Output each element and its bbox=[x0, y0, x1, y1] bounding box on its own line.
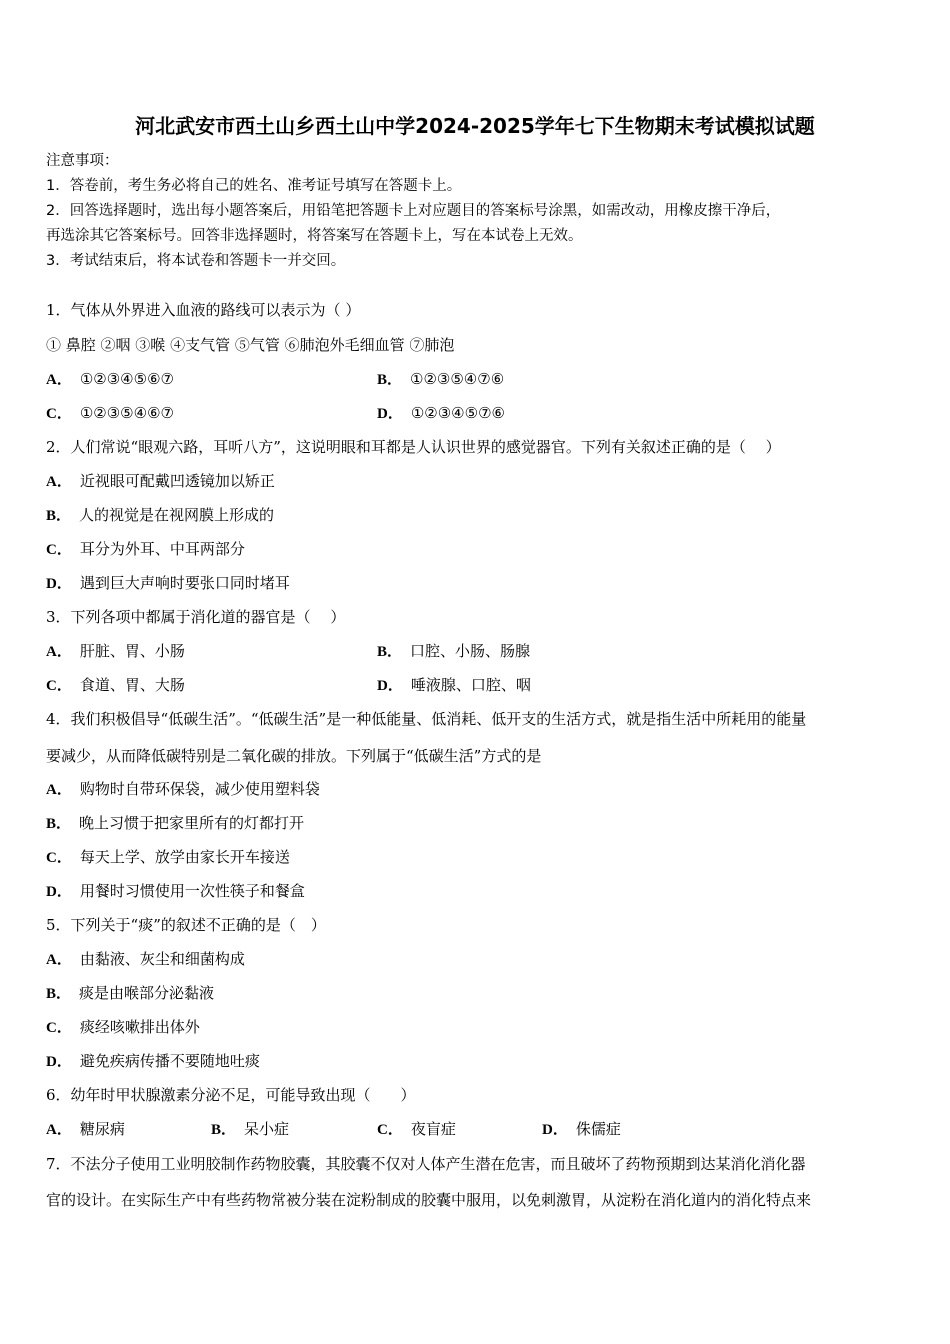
option-key: A． bbox=[46, 952, 72, 968]
option-1c bbox=[46, 403, 174, 424]
option-key: B． bbox=[377, 644, 403, 660]
option-2c bbox=[46, 539, 245, 560]
option-3d bbox=[377, 675, 531, 696]
question-stem-6: 6．幼年时甲状腺激素分泌不足，可能导致出现（ ） bbox=[46, 1086, 416, 1104]
option-3b bbox=[377, 641, 530, 662]
question-stem-4: 4．我们积极倡导“低碳生活”。“低碳生活”是一种低能量、低消耗、低开支的生活方式，就是指生活中所耗用的能量 bbox=[46, 710, 807, 728]
option-text: 糖尿病 bbox=[79, 1120, 125, 1138]
option-text: ①②③⑤④⑦⑥ bbox=[410, 370, 505, 388]
option-key: B． bbox=[46, 986, 72, 1002]
option-4c bbox=[46, 847, 290, 868]
option-key: A． bbox=[46, 474, 72, 490]
option-5c bbox=[46, 1017, 200, 1038]
option-key: C． bbox=[377, 1122, 403, 1138]
option-5a bbox=[46, 949, 245, 970]
option-key: A． bbox=[46, 1122, 72, 1138]
option-key: D． bbox=[542, 1122, 568, 1138]
option-key: B． bbox=[46, 508, 72, 524]
option-key: A． bbox=[46, 644, 72, 660]
option-text: 呆小症 bbox=[244, 1120, 290, 1138]
option-key: A． bbox=[46, 782, 72, 798]
option-text: 人的视觉是在视网膜上形成的 bbox=[79, 506, 275, 524]
option-text: ①②③④⑤⑦⑥ bbox=[410, 404, 505, 422]
option-4a bbox=[46, 779, 320, 800]
option-text: 避免疾病传播不要随地吐痰 bbox=[79, 1052, 260, 1070]
option-5b bbox=[46, 983, 214, 1004]
question-extra-1: ① 鼻腔 ②咽 ③喉 ④支气管 ⑤气管 ⑥肺泡外毛细血管 ⑦肺泡 bbox=[46, 336, 455, 354]
question-stem-4-cont: 要减少，从而降低碳特别是二氧化碳的排放。下列属于“低碳生活”方式的是 bbox=[46, 747, 542, 765]
question-stem-3: 3．下列各项中都属于消化道的器官是（ ） bbox=[46, 608, 346, 626]
question-stem-7-cont: 官的设计。在实际生产中有些药物常被分装在淀粉制成的胶囊中服用，以免刺激胃，从淀粉在消化道内的消化特点来 bbox=[46, 1191, 812, 1209]
option-text: 食道、胃、大肠 bbox=[79, 676, 185, 694]
option-key: B． bbox=[211, 1122, 237, 1138]
option-text: 遇到巨大声响时要张口同时堵耳 bbox=[79, 574, 290, 592]
option-3c bbox=[46, 675, 185, 696]
option-text: 肝脏、胃、小肠 bbox=[79, 642, 185, 660]
option-key: D． bbox=[46, 884, 72, 900]
option-text: 痰是由喉部分泌黏液 bbox=[79, 984, 215, 1002]
option-2d bbox=[46, 573, 290, 594]
option-text: 痰经咳嗽排出体外 bbox=[79, 1018, 200, 1036]
option-key: C． bbox=[46, 542, 72, 558]
option-4d bbox=[46, 881, 305, 902]
option-1a bbox=[46, 369, 174, 390]
notice-item: 2．回答选择题时，选出每小题答案后，用铅笔把答题卡上对应题目的答案标号涂黑，如需改动，用橡皮擦干净后， bbox=[46, 203, 781, 219]
option-key: B． bbox=[377, 372, 403, 388]
option-key: A． bbox=[46, 372, 72, 388]
question-stem-1: 1．气体从外界进入血液的路线可以表示为（ ） bbox=[46, 301, 361, 319]
option-text: 耳分为外耳、中耳两部分 bbox=[79, 540, 245, 558]
option-2a bbox=[46, 471, 275, 492]
option-key: D． bbox=[46, 1054, 72, 1070]
option-text: 侏儒症 bbox=[575, 1120, 621, 1138]
question-stem-2: 2．人们常说“眼观六路，耳听八方”，这说明眼和耳都是人认识世界的感觉器官。下列有关叙述正确的是（ ） bbox=[46, 438, 781, 456]
option-text: 由黏液、灰尘和细菌构成 bbox=[79, 950, 245, 968]
option-text: 唾液腺、口腔、咽 bbox=[410, 676, 531, 694]
question-stem-5: 5．下列关于“痰”的叙述不正确的是（ ） bbox=[46, 916, 326, 934]
option-1d bbox=[377, 403, 505, 424]
option-text: 购物时自带环保袋，减少使用塑料袋 bbox=[79, 780, 320, 798]
option-text: ①②③④⑤⑥⑦ bbox=[79, 370, 174, 388]
option-text: ①②③⑤④⑥⑦ bbox=[79, 404, 174, 422]
option-5d bbox=[46, 1051, 260, 1072]
option-text: 近视眼可配戴凹透镜加以矫正 bbox=[79, 472, 275, 490]
option-6d bbox=[542, 1119, 621, 1140]
option-key: D． bbox=[377, 406, 403, 422]
notice-item: 3．考试结束后，将本试卷和答题卡一并交回。 bbox=[46, 253, 346, 269]
option-key: C． bbox=[46, 678, 72, 694]
option-key: D． bbox=[46, 576, 72, 592]
option-key: C． bbox=[46, 850, 72, 866]
option-1b bbox=[377, 369, 504, 390]
option-6a bbox=[46, 1119, 125, 1140]
option-6c bbox=[377, 1119, 456, 1140]
option-3a bbox=[46, 641, 185, 662]
page-title: 河北武安市西土山乡西土山中学2024-2025学年七下生物期末考试模拟试题 bbox=[135, 114, 815, 138]
question-stem-7: 7．不法分子使用工业明胶制作药物胶囊，其胶囊不仅对人体产生潜在危害，而且破坏了药物预期到达某消化消化器 bbox=[46, 1155, 806, 1173]
option-text: 口腔、小肠、肠腺 bbox=[410, 642, 531, 660]
option-key: C． bbox=[46, 406, 72, 422]
option-key: B． bbox=[46, 816, 72, 832]
option-text: 用餐时习惯使用一次性筷子和餐盒 bbox=[79, 882, 305, 900]
notice-heading: 注意事项： bbox=[46, 153, 119, 169]
notice-item: 1．答卷前，考生务必将自己的姓名、准考证号填写在答题卡上。 bbox=[46, 178, 462, 194]
option-key: D． bbox=[377, 678, 403, 694]
option-key: C． bbox=[46, 1020, 72, 1036]
notice-item: 再选涂其它答案标号。回答非选择题时，将答案写在答题卡上，写在本试卷上无效。 bbox=[46, 228, 583, 244]
option-6b bbox=[211, 1119, 289, 1140]
option-text: 夜盲症 bbox=[410, 1120, 456, 1138]
option-2b bbox=[46, 505, 274, 526]
option-text: 每天上学、放学由家长开车接送 bbox=[79, 848, 290, 866]
option-4b bbox=[46, 813, 304, 834]
option-text: 晚上习惯于把家里所有的灯都打开 bbox=[79, 814, 305, 832]
